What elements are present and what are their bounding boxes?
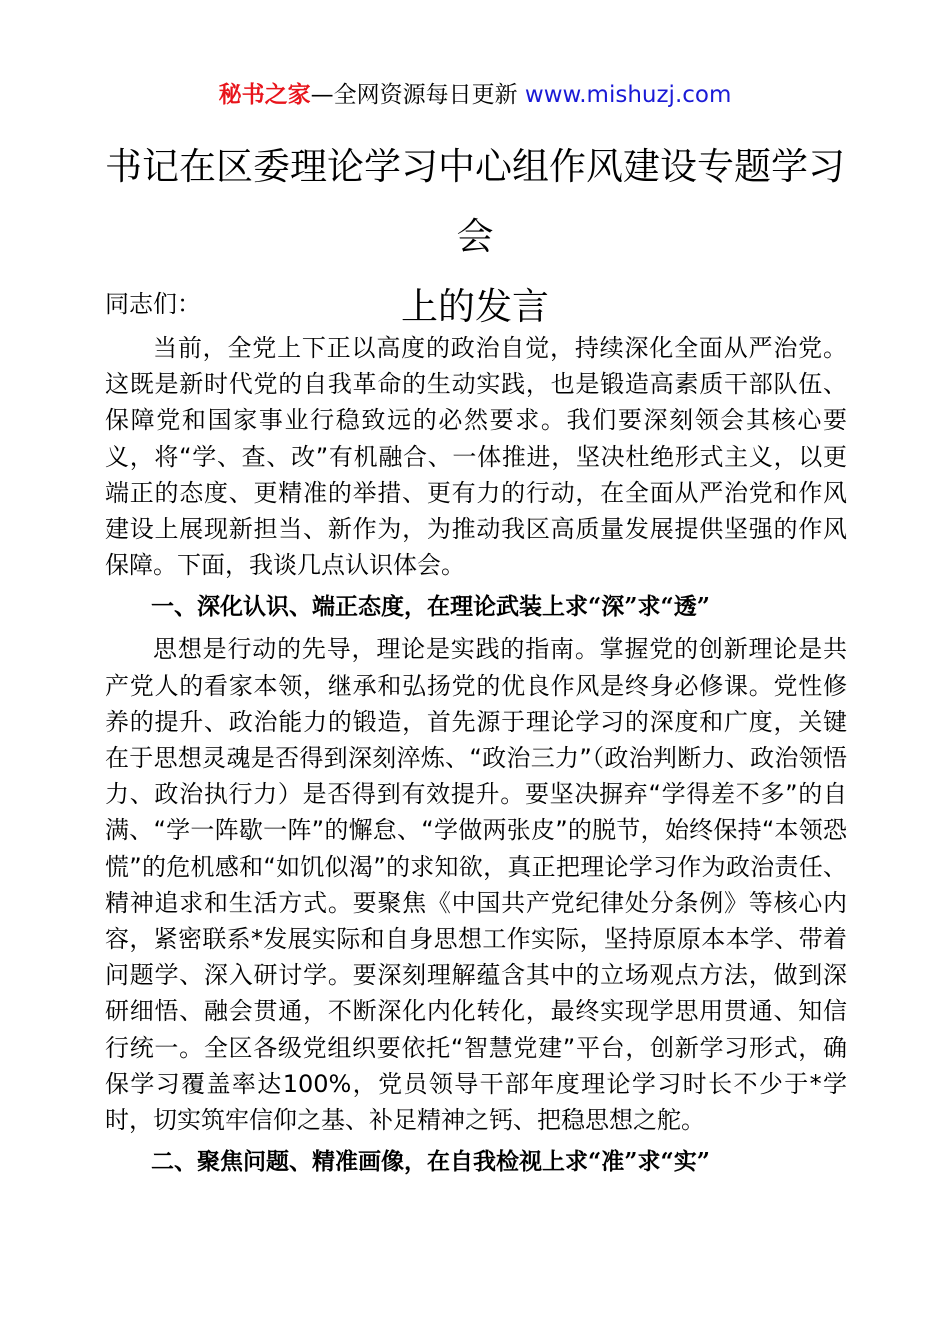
site-brand: 秘书之家 [218, 82, 311, 108]
site-tagline: —全网资源每日更新 [310, 82, 525, 108]
title-line-2: 上的发言 [401, 285, 549, 328]
section-heading-1: 一、深化认识、端正态度，在理论武装上求“深”求“透” [151, 593, 710, 621]
greeting: 同志们： [105, 290, 201, 318]
title-line-1: 书记在区委理论学习中心组作风建设专题学习会 [105, 145, 845, 258]
document-body [105, 286, 847, 1186]
section-heading-2: 二、聚焦问题、精准画像，在自我检视上求“准”求“实” [151, 1148, 710, 1176]
site-header [0, 80, 950, 110]
site-url-link[interactable]: www.mishuzj.com [524, 82, 732, 108]
intro-paragraph: 当前，全党上下正以高度的政治自觉，持续深化全面从严治党。这既是新时代党的自我革命的生动实践，也是锻造高素质干部队伍、保障党和国家事业行稳致远的必然要求。我们要深刻领会其核心要义，将“学、查、改”有机融合、一体推进，坚决杜绝形式主义，以更端正的态度、更精准的举措、更有力的行动，在全面从严治党和作风建设上展现新担当、新作为，为推动我区高质量发展提供坚强的作风保障。下面，我谈几点认识体会。 [105, 334, 847, 580]
section-paragraph-1: 思想是行动的先导，理论是实践的指南。掌握党的创新理论是共产党人的看家本领，继承和弘扬党的优良作风是终身必修课。党性修养的提升、政治能力的锻造，首先源于理论学习的深度和广度，关键在于思想灵魂是否得到深刻淬炼、“政治三力”（政治判断力、政治领悟力、政治执行力）是否得到有效提升。要坚决摒弃“学得差不多”的自满、“学一阵歇一阵”的懈怠、“学做两张皮”的脱节，始终保持“本领恐慌”的危机感和“如饥似渴”的求知欲，真正把理论学习作为政治责任、精神追求和生活方式。要聚焦《中国共产党纪律处分条例》等核心内容，紧密联系*发展实际和自身思想工作实际，坚持原原本本学、带着问题学、深入研讨学。要深刻理解蕴含其中的立场观点方法，做到深研细悟、融会贯通，不断深化内化转化，最终实现学思用贯通、知信行统一。全区各级党组织要依托“智慧党建”平台，创新学习形式，确保学习覆盖率达100%，党员领导干部年度理论学习时长不少于*学时，切实筑牢信仰之基、补足精神之钙、把稳思想之舵。 [105, 635, 847, 1135]
